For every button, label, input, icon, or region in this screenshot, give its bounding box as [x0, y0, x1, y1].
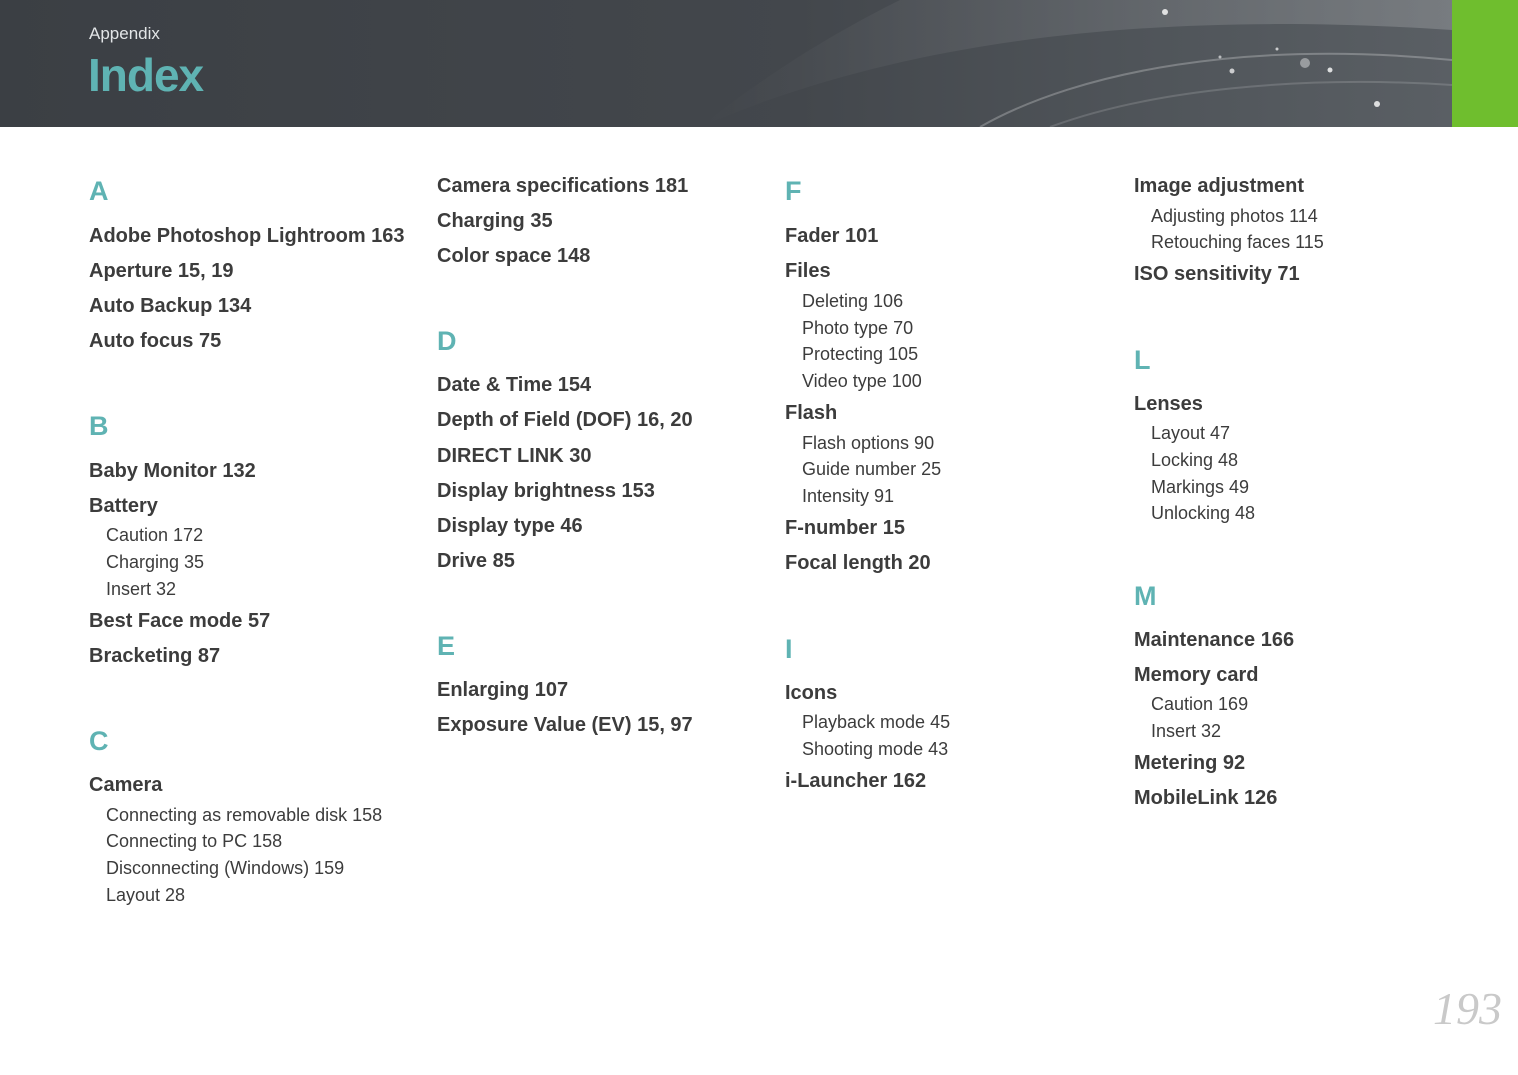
index-entry: Battery	[89, 495, 158, 517]
index-letter-heading: I	[785, 634, 793, 664]
index-entry: Depth of Field (DOF) 16, 20	[437, 409, 693, 431]
index-entry: Lenses	[1134, 393, 1203, 415]
index-subentry: Locking 48	[1151, 450, 1239, 470]
index-subentry: Photo type 70	[802, 318, 914, 338]
index-entry: DIRECT LINK 30	[437, 445, 592, 467]
index-entry: Best Face mode 57	[89, 610, 271, 632]
index-subentry: Shooting mode 43	[802, 739, 949, 759]
index-entry: i-Launcher 162	[785, 770, 927, 792]
page-number: 193	[1433, 983, 1502, 1034]
index-subentry: Protecting 105	[802, 344, 919, 364]
index-entry: F-number 15	[785, 517, 906, 539]
index-entry: Camera	[89, 774, 163, 796]
page-title: Index	[88, 49, 204, 101]
index-subentry: Insert 32	[106, 579, 177, 599]
index-entry: Adobe Photoshop Lightroom 163	[89, 225, 405, 247]
index-subentry: Intensity 91	[802, 486, 895, 506]
index-entry: MobileLink 126	[1134, 787, 1278, 809]
index-subentry: Layout 28	[106, 885, 186, 905]
index-letter-heading: A	[89, 176, 109, 206]
index-entry: Files	[785, 260, 831, 282]
index-entry: Display type 46	[437, 515, 583, 537]
index-entry: Flash	[785, 402, 838, 424]
index-entry: Icons	[785, 682, 838, 704]
index-entry: Display brightness 153	[437, 480, 655, 502]
section-label: Appendix	[89, 24, 160, 43]
index-subentry: Caution 169	[1151, 694, 1249, 714]
index-entry: ISO sensitivity 71	[1134, 263, 1300, 285]
index-subentry: Charging 35	[106, 552, 205, 572]
index-entry: Exposure Value (EV) 15, 97	[437, 714, 693, 736]
index-entry: Charging 35	[437, 210, 553, 232]
header-swoosh-decoration	[0, 0, 1452, 127]
index-subentry: Deleting 106	[802, 291, 904, 311]
index-subentry: Layout 47	[1151, 423, 1231, 443]
index-entry: Aperture 15, 19	[89, 260, 234, 282]
index-entry: Metering 92	[1134, 752, 1246, 774]
index-entry: Camera specifications 181	[437, 175, 689, 197]
index-entry: Drive 85	[437, 550, 515, 572]
index-subentry: Video type 100	[802, 371, 922, 391]
index-subentry: Connecting to PC 158	[106, 831, 283, 851]
index-subentry: Flash options 90	[802, 433, 935, 453]
index-letter-heading: F	[785, 176, 802, 206]
index-letter-heading: M	[1134, 581, 1157, 611]
index-letter-heading: E	[437, 631, 456, 661]
index-subentry: Unlocking 48	[1151, 503, 1256, 523]
index-subentry: Guide number 25	[802, 459, 942, 479]
index-entry: Focal length 20	[785, 552, 931, 574]
index-entry: Auto focus 75	[89, 330, 222, 352]
index-entry: Memory card	[1134, 664, 1259, 686]
index-entry: Bracketing 87	[89, 645, 221, 667]
index-entry: Enlarging 107	[437, 679, 569, 701]
index-subentry: Markings 49	[1151, 477, 1250, 497]
index-entry: Color space 148	[437, 245, 591, 267]
chapter-tab	[1452, 0, 1518, 127]
index-letter-heading: D	[437, 326, 457, 356]
page-header	[0, 0, 1452, 127]
index-subentry: Playback mode 45	[802, 712, 951, 732]
index-entry: Baby Monitor 132	[89, 460, 256, 482]
index-subentry: Caution 172	[106, 525, 204, 545]
index-subentry: Adjusting photos 114	[1151, 206, 1318, 226]
index-subentry: Connecting as removable disk 158	[106, 805, 383, 825]
index-letter-heading: C	[89, 726, 109, 756]
index-subentry: Retouching faces 115	[1151, 232, 1324, 252]
index-entry: Maintenance 166	[1134, 629, 1295, 651]
index-entry: Date & Time 154	[437, 374, 592, 396]
index-letter-heading: B	[89, 411, 109, 441]
index-subentry: Insert 32	[1151, 721, 1222, 741]
index-entry: Auto Backup 134	[89, 295, 252, 317]
index-entry: Image adjustment	[1134, 175, 1305, 197]
index-letter-heading: L	[1134, 345, 1151, 375]
index-subentry: Disconnecting (Windows) 159	[106, 858, 345, 878]
index-entry: Fader 101	[785, 225, 879, 247]
